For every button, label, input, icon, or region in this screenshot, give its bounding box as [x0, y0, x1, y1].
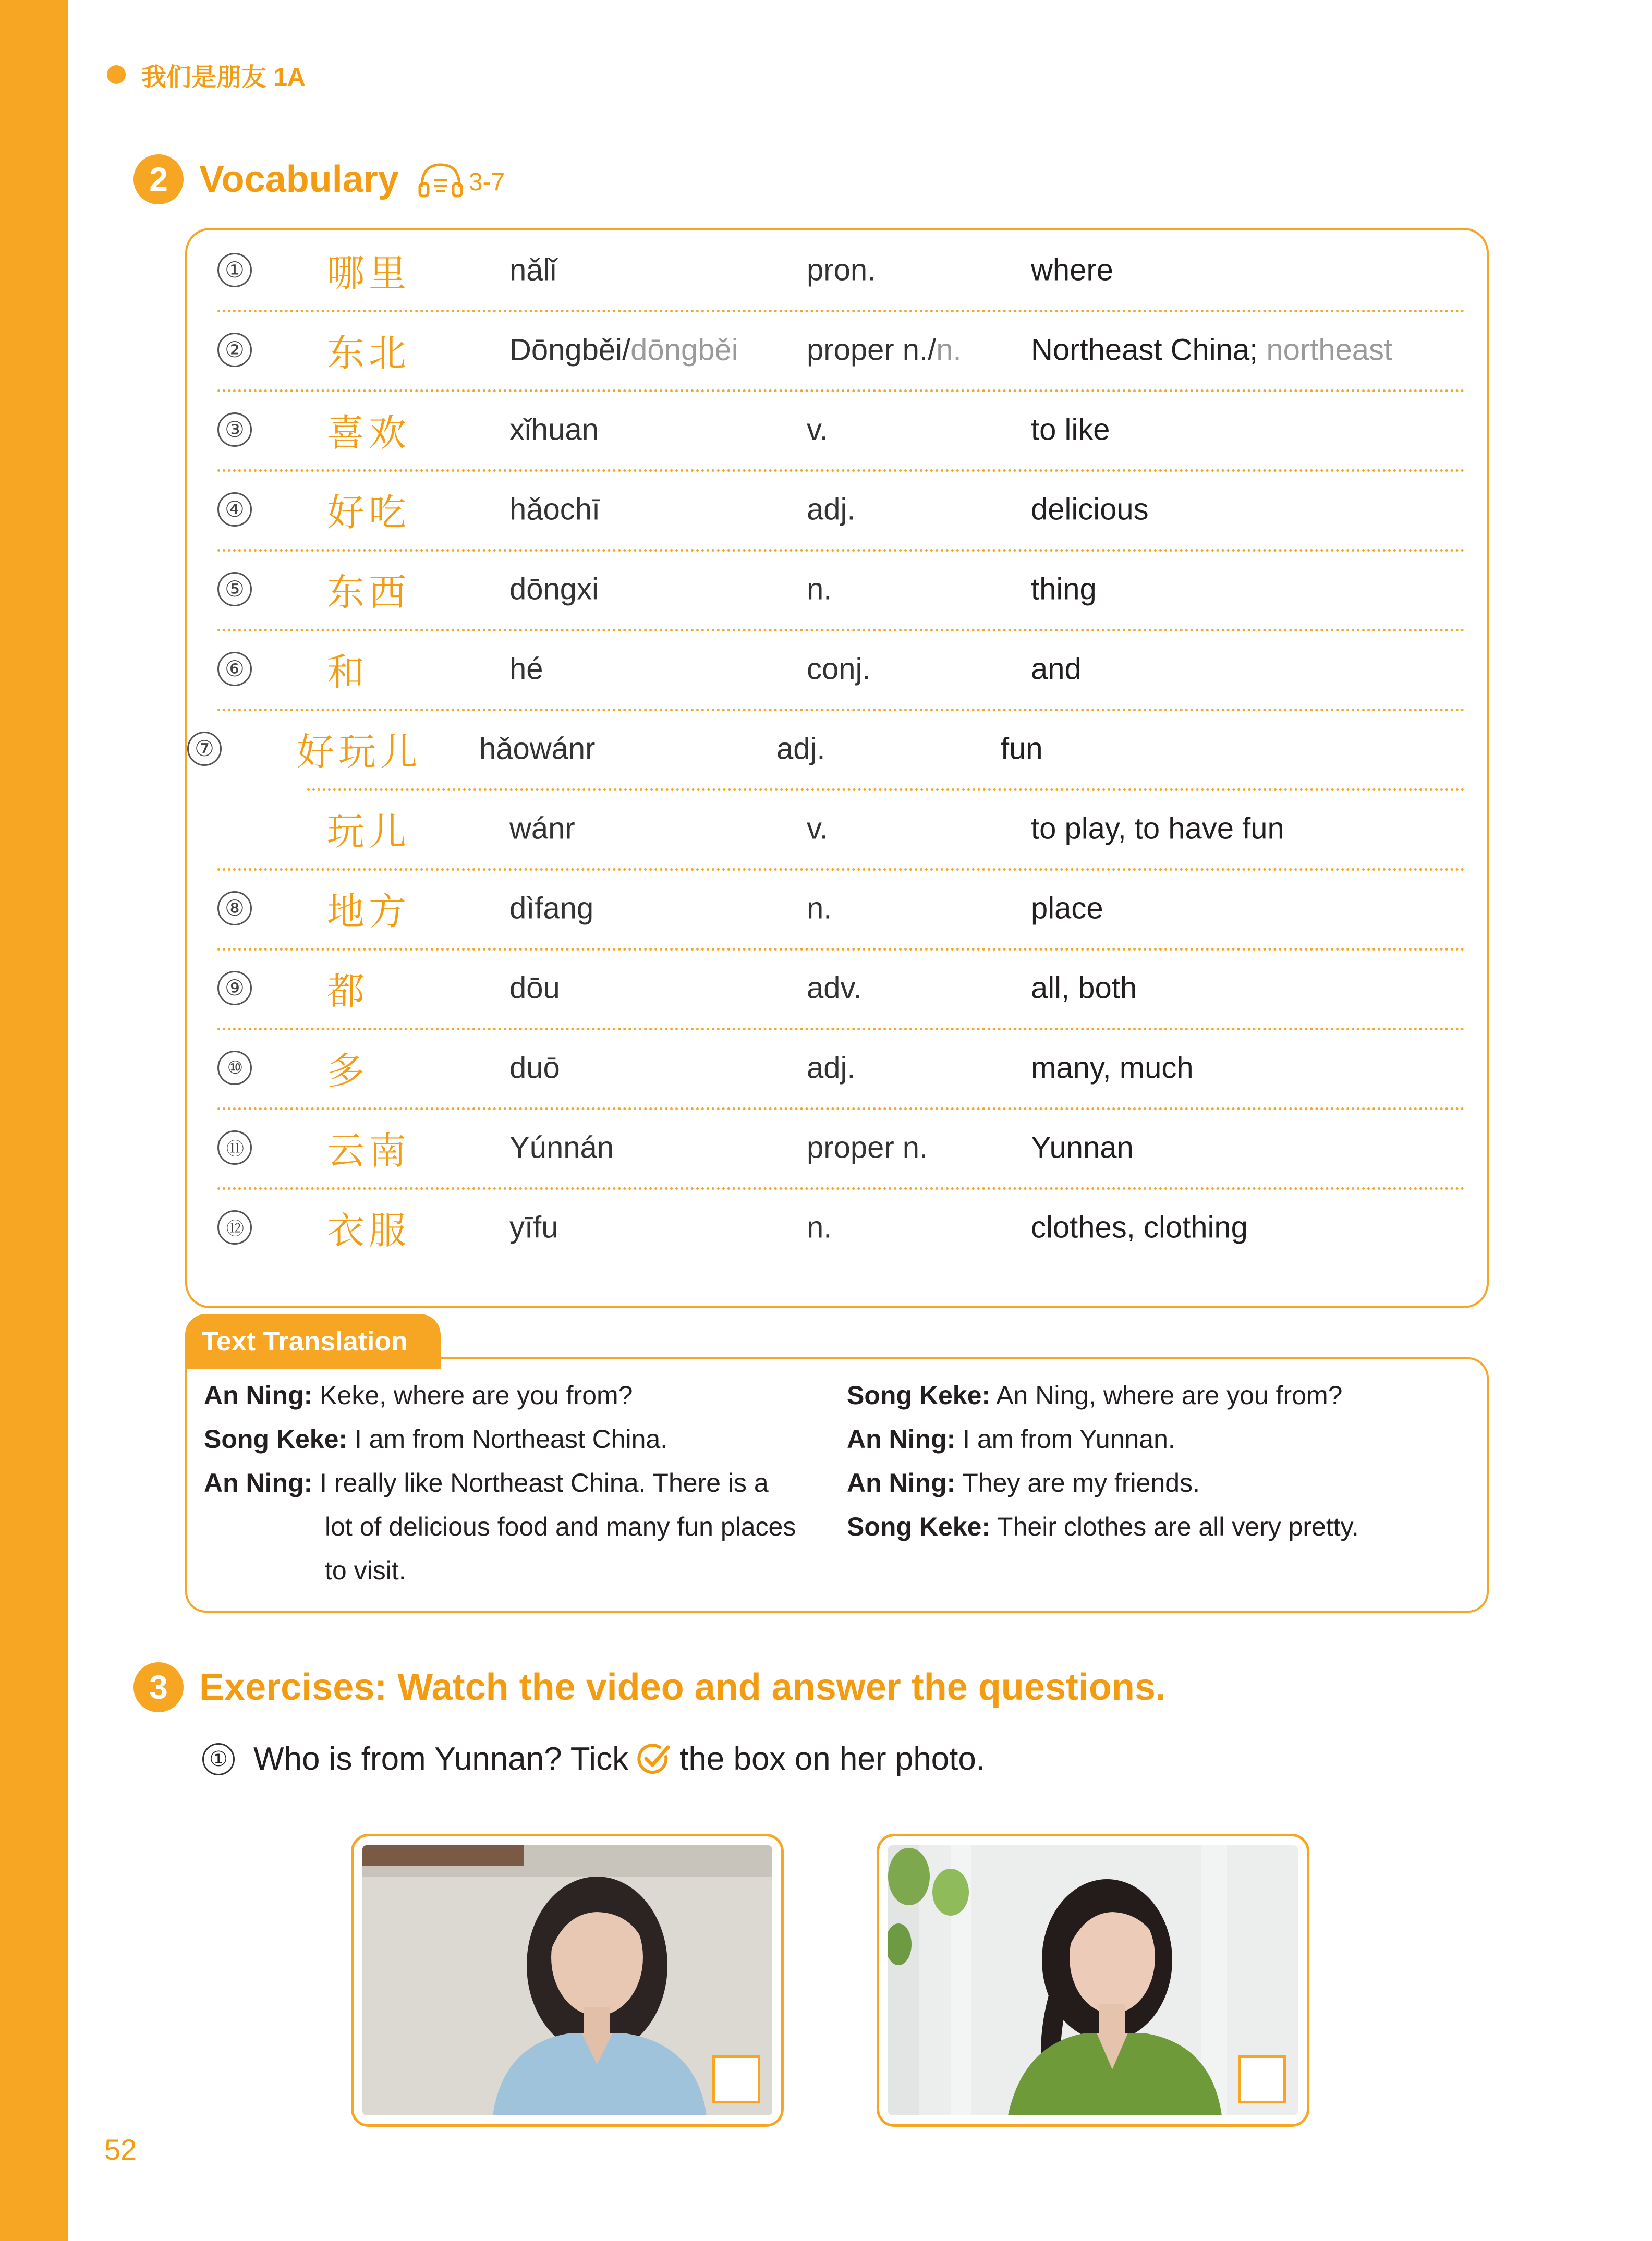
- meaning: and: [1031, 652, 1082, 686]
- meaning: place: [1031, 891, 1103, 925]
- exercises-title: [133, 1662, 1166, 1712]
- check-circle-icon: [636, 1741, 672, 1777]
- track-number: 3-7: [468, 168, 505, 196]
- pinyin: hǎochī: [509, 492, 601, 526]
- table-row: [217, 629, 1465, 711]
- dialogue-line: An Ning: Keke, where are you from?: [204, 1381, 633, 1410]
- pinyin: Dōngběi/dōngběi: [509, 333, 738, 367]
- meaning: fun: [1001, 732, 1043, 765]
- table-row: [217, 1107, 1465, 1190]
- row-number: ⑫: [217, 1210, 252, 1245]
- table-row: [217, 1028, 1465, 1110]
- row-number: ②: [217, 333, 252, 367]
- woman-photo-image: [888, 1845, 1298, 2115]
- table-row: [217, 788, 1465, 871]
- table-row: [217, 469, 1465, 552]
- row-number: ⑦: [187, 732, 222, 766]
- vocabulary-table: [185, 228, 1489, 1308]
- woman-photo: [362, 1845, 772, 2115]
- pinyin: nǎlǐ: [509, 253, 557, 287]
- meaning: clothes, clothing: [1031, 1210, 1248, 1244]
- table-row: [217, 389, 1465, 472]
- dialogue-line: Song Keke: Their clothes are all very pretty.: [847, 1512, 1359, 1541]
- part-of-speech: n.: [807, 891, 832, 925]
- hanzi: 好玩儿: [297, 729, 422, 774]
- page-header: [107, 56, 306, 93]
- row-number: ⑨: [217, 971, 252, 1005]
- pinyin: dōu: [509, 971, 560, 1005]
- part-of-speech: v.: [807, 811, 828, 845]
- part-of-speech: v.: [807, 412, 828, 446]
- woman-photo-image: [362, 1845, 772, 2115]
- table-row: [217, 868, 1465, 951]
- row-number: ⑤: [217, 572, 252, 606]
- pinyin: yīfu: [509, 1210, 558, 1244]
- hanzi: 东西: [327, 570, 411, 614]
- dialogue-continuation: to visit.: [325, 1556, 406, 1585]
- hanzi: 哪里: [327, 251, 411, 295]
- hanzi: 喜欢: [327, 410, 411, 455]
- audio-track[interactable]: [417, 161, 505, 198]
- part-of-speech: adj.: [807, 492, 856, 526]
- row-number: ⑧: [217, 891, 252, 925]
- dialogue-line: An Ning: They are my friends.: [847, 1468, 1200, 1497]
- hanzi: 地方: [327, 889, 411, 933]
- question-1: [202, 1740, 985, 1777]
- pinyin: wánr: [509, 811, 575, 845]
- meaning: thing: [1031, 572, 1097, 606]
- part-of-speech: adv.: [807, 971, 862, 1005]
- part-of-speech: adj.: [776, 732, 825, 765]
- part-of-speech: conj.: [807, 652, 871, 686]
- hanzi: 好吃: [327, 490, 411, 534]
- hanzi: 和: [327, 650, 369, 694]
- tick-box[interactable]: [1238, 2055, 1286, 2103]
- section-title: Vocabulary: [199, 159, 399, 200]
- woman-photo: [888, 1845, 1298, 2115]
- meaning: to play, to have fun: [1031, 811, 1284, 845]
- row-number: ⑩: [217, 1051, 252, 1085]
- translation-box: [185, 1357, 1489, 1613]
- hanzi: 多: [327, 1049, 369, 1093]
- dialogue-continuation: lot of delicious food and many fun places: [325, 1512, 796, 1541]
- part-of-speech: proper n.: [807, 1130, 928, 1164]
- section-number: 2: [133, 154, 184, 204]
- table-row: [217, 230, 1465, 312]
- meaning: many, much: [1031, 1051, 1194, 1085]
- pinyin: dōngxi: [509, 572, 599, 606]
- meaning: all, both: [1031, 971, 1137, 1005]
- meaning: to like: [1031, 412, 1110, 446]
- row-number: ④: [217, 492, 252, 527]
- question-number: ①: [202, 1743, 235, 1775]
- question-text-before: Who is from Yunnan? Tick: [253, 1741, 629, 1777]
- section-title: Exercises: Watch the video and answer the questions.: [199, 1666, 1166, 1708]
- part-of-speech: adj.: [807, 1051, 856, 1085]
- row-number: ①: [217, 253, 252, 287]
- meaning: Yunnan: [1031, 1130, 1134, 1164]
- dialogue-line: Song Keke: An Ning, where are you from?: [847, 1381, 1343, 1410]
- meaning: delicious: [1031, 492, 1149, 526]
- dialogue-line: An Ning: I really like Northeast China. There is a: [204, 1468, 769, 1497]
- header-bullet: [107, 65, 126, 84]
- dialogue-line: An Ning: I am from Yunnan.: [847, 1424, 1175, 1454]
- part-of-speech: n.: [807, 1210, 832, 1244]
- pinyin: Yúnnán: [509, 1130, 614, 1164]
- header-title: 我们是朋友 1A: [141, 63, 306, 91]
- table-row: [217, 948, 1465, 1030]
- row-number: ⑪: [217, 1130, 252, 1165]
- hanzi: 东北: [327, 331, 411, 375]
- tick-box[interactable]: [712, 2055, 760, 2103]
- headphones-icon: [417, 161, 465, 198]
- part-of-speech: proper n./n.: [807, 333, 962, 367]
- table-row: [217, 549, 1465, 631]
- hanzi: 衣服: [327, 1208, 411, 1252]
- page-number: 52: [104, 2133, 137, 2166]
- photo-card[interactable]: [351, 1834, 784, 2127]
- meaning: Northeast China; northeast: [1031, 333, 1393, 367]
- photo-card[interactable]: [877, 1834, 1309, 2127]
- pinyin: hǎowánr: [479, 732, 596, 765]
- table-row: [195, 709, 1465, 791]
- vocabulary-title: [133, 154, 505, 204]
- table-row: [217, 310, 1465, 392]
- meaning: where: [1031, 253, 1113, 287]
- question-text-after: the box on her photo.: [679, 1741, 986, 1777]
- translation-tab: Text Translation: [185, 1314, 441, 1369]
- hanzi: 云南: [327, 1128, 411, 1173]
- dialogue-line: Song Keke: I am from Northeast China.: [204, 1424, 668, 1454]
- hanzi: 玩儿: [327, 809, 411, 854]
- pinyin: xǐhuan: [509, 412, 599, 446]
- pinyin: duō: [509, 1051, 560, 1085]
- sidebar-strip: [0, 0, 68, 2241]
- pinyin: dìfang: [509, 891, 594, 925]
- hanzi: 都: [327, 969, 369, 1013]
- section-number: 3: [133, 1662, 184, 1712]
- row-number: ③: [217, 412, 252, 447]
- part-of-speech: n.: [807, 572, 832, 606]
- row-number: ⑥: [217, 652, 252, 686]
- part-of-speech: pron.: [807, 253, 876, 287]
- pinyin: hé: [509, 652, 543, 686]
- table-row: [217, 1187, 1465, 1267]
